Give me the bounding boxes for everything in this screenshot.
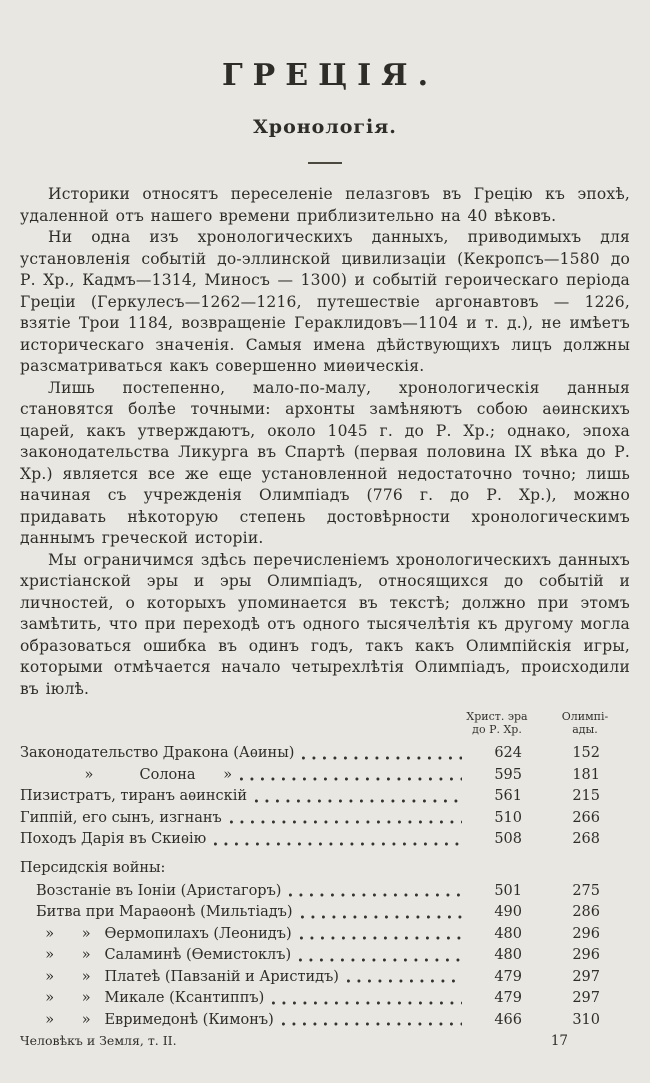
header-line: ады. — [572, 723, 598, 736]
year-value: 595 — [494, 766, 522, 783]
event-name: » » Микале (Ксантиппъ) — [36, 990, 265, 1006]
table-row — [20, 945, 630, 967]
header-line: Христ. эра — [466, 710, 528, 723]
table-row — [20, 924, 630, 946]
paragraph: Мы ограничимся здѣсь перечисленіемъ хронологическихъ данныхъ христіанской эры и эры Олимпіадъ, относящихся до событій и личностей, о которыхъ упоминается въ текстѣ; должно при этомъ замѣтить, что при переходѣ отъ одного тысячелѣтія къ другому могла образоваться ошибка въ одинъ годъ, такъ какъ Олимпійскія игры, которыми отмѣчается начало четырехлѣтія Олимпіадъ, происходили въ іюлѣ. — [20, 550, 630, 698]
body-text — [20, 184, 630, 700]
olympiad-value: 215 — [572, 788, 600, 804]
table-row — [20, 786, 630, 808]
header-line: до Р. Хр. — [472, 723, 522, 736]
page-number: 17 — [550, 1033, 568, 1049]
year-value: 624 — [494, 745, 522, 761]
dot-leader — [272, 988, 462, 1010]
dot-leader — [214, 829, 462, 851]
year-value: 479 — [494, 968, 522, 985]
olympiad-value: 275 — [572, 882, 600, 899]
dot-leader — [255, 786, 462, 808]
olympiad-value: 310 — [572, 1011, 600, 1028]
year-value: 490 — [494, 904, 522, 920]
table-row — [20, 829, 630, 851]
olympiad-value: 268 — [572, 831, 600, 847]
table-row — [20, 808, 630, 830]
year-value: 501 — [494, 882, 522, 899]
section-header: Персидскія войны: — [20, 859, 166, 876]
dot-leader — [302, 743, 462, 765]
page-title: ГРЕЦІЯ. — [221, 58, 439, 93]
paragraph: Лишь постепенно, мало-по-малу, хронологическія данныя становятся болѣе точными: архонты замѣняютъ собою аѳинскихъ царей, какъ утверждаютъ, около 1045 г. до Р. Хр.; однако, эпоха законодательства Ликурга въ Спартѣ (первая половина IX вѣка до Р. Хр.) является все же еще установленной недостаточно точно; лишь начиная съ учрежденія Олимпіадъ (776 г. до Р. Хр.), можно придавать нѣкоторую степень достовѣрности хронологическимъ даннымъ греческой исторіи. — [20, 378, 630, 547]
dot-leader — [301, 902, 462, 924]
table-row — [20, 967, 630, 989]
event-name: » Солона » — [20, 766, 233, 783]
year-value: 466 — [494, 1011, 522, 1028]
event-name: Битва при Мараѳонѣ (Мильтіадъ) — [36, 904, 293, 920]
event-name: » » Ѳермопилахъ (Леонидъ) — [36, 925, 292, 942]
event-name: Пизистратъ, тиранъ аѳинскій — [20, 788, 247, 804]
olympiad-value: 286 — [572, 904, 600, 920]
dot-leader — [299, 945, 462, 967]
event-name: » » Саламинѣ (Ѳемистоклъ) — [36, 947, 292, 963]
olympiad-value: 181 — [572, 766, 600, 783]
olympiad-value: 297 — [572, 968, 600, 985]
dot-leader — [347, 967, 462, 989]
dot-leader — [282, 1010, 462, 1032]
column-header-olympiads — [550, 710, 620, 736]
header-line: Олимпі- — [561, 710, 609, 723]
dot-leader — [230, 808, 462, 830]
dot-leader — [289, 881, 462, 903]
paragraph: Ни одна изъ хронологическихъ данныхъ, приводимыхъ для установленія событій до-эллинской цивилизаціи (Кекропсъ—1580 до Р. Хр., Кадмъ—1314, Миносъ — 1300) и событій героическаго періода Греціи (Геркулесъ—1262—1216, путешествіе аргонавтовъ — 1226, взятіе Трои 1184, возвращеніе Гераклидовъ—1104 и т. д.), не имѣетъ историческаго значенія. Самыя имена дѣйствующихъ лицъ должны разсматриваться какъ совершенно миѳическія. — [20, 228, 630, 375]
table-row — [20, 881, 630, 903]
year-value: 508 — [494, 831, 522, 847]
year-value: 480 — [494, 947, 522, 963]
event-name: » » Евримедонѣ (Кимонъ) — [36, 1011, 274, 1028]
table-header — [20, 710, 630, 736]
dot-leader — [300, 924, 462, 946]
table-row — [20, 1010, 630, 1032]
olympiad-value: 297 — [572, 990, 600, 1006]
event-name: » » Платеѣ (Павзаній и Аристидъ) — [36, 968, 339, 985]
page-footer — [20, 1033, 630, 1049]
olympiad-value: 296 — [572, 947, 600, 963]
column-header-christian-era — [457, 710, 537, 736]
table-row — [20, 743, 630, 765]
paragraph: Историки относятъ переселеніе пелазговъ въ Грецію къ эпохѣ, удаленной отъ нашего времени приблизительно на 40 вѣковъ. — [20, 185, 630, 225]
table-row — [20, 902, 630, 924]
olympiad-value: 296 — [572, 925, 600, 942]
year-value: 479 — [494, 990, 522, 1006]
dot-leader — [240, 765, 462, 787]
book-title-footer: Человѣкъ и Земля, т. II. — [20, 1033, 177, 1048]
year-value: 480 — [494, 925, 522, 942]
year-value: 510 — [494, 809, 522, 826]
event-name: Законодательство Дракона (Аѳины) — [20, 745, 295, 761]
olympiad-value: 152 — [572, 745, 600, 761]
year-value: 561 — [494, 788, 522, 804]
olympiad-value: 266 — [572, 809, 600, 826]
divider-rule — [308, 162, 342, 164]
event-name: Возстаніе въ Іоніи (Аристагоръ) — [36, 882, 282, 899]
event-name: Гиппій, его сынъ, изгнанъ — [20, 809, 222, 826]
table-row — [20, 988, 630, 1010]
table-row — [20, 765, 630, 787]
event-name: Походъ Дарія въ Скиѳію — [20, 831, 207, 847]
chronology-table — [20, 710, 630, 1031]
page-subtitle: Хронологія. — [253, 116, 397, 138]
